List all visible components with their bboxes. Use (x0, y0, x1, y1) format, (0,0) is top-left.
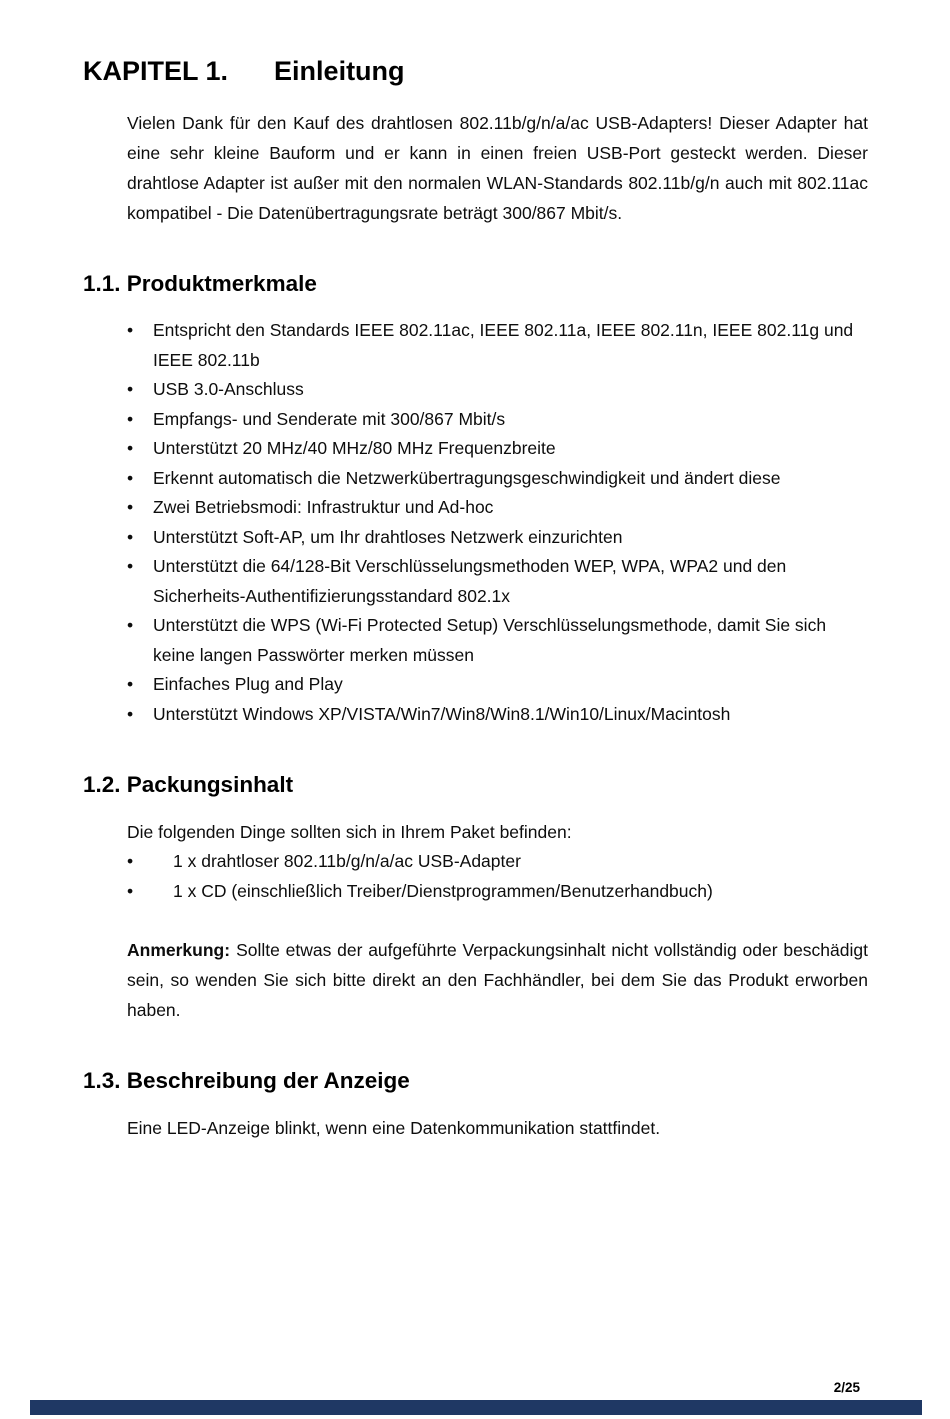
bullet-icon: • (127, 438, 134, 459)
list-item-text: Entspricht den Standards IEEE 802.11ac, IEEE 802.11a, IEEE 802.11n, IEEE 802.11g und IEEE 802.11b (153, 320, 854, 370)
bullet-icon: • (127, 526, 134, 547)
list-item (127, 670, 868, 700)
list-item-text: Unterstützt die 64/128-Bit Verschlüsselungsmethoden WEP, WPA, WPA2 und den Sicherheits-Authentifizierungsstandard 802.1x (153, 556, 787, 606)
section-heading-package: 1.2. Packungsinhalt (83, 772, 294, 798)
bullet-icon: • (127, 467, 134, 488)
list-item (127, 405, 868, 435)
bullet-icon: • (127, 880, 134, 901)
list-item (127, 847, 868, 877)
list-item-text: Empfangs- und Senderate mit 300/867 Mbit/s (153, 408, 506, 429)
list-item-text: Unterstützt Soft-AP, um Ihr drahtloses Netzwerk einzurichten (153, 526, 623, 547)
list-item-text: Unterstützt 20 MHz/40 MHz/80 MHz Frequenzbreite (153, 438, 556, 459)
note-label: Anmerkung: (127, 940, 231, 961)
note-text: Sollte etwas der aufgeführte Verpackungsinhalt nicht vollständig oder beschädigt sein, so wenden Sie sich bitte direkt an den Fachhändler, bei dem Sie das Produkt erworben haben. (127, 940, 868, 1021)
list-item (127, 375, 868, 405)
list-item (127, 464, 868, 494)
package-lead: Die folgenden Dinge sollten sich in Ihrem Paket befinden: (127, 822, 572, 843)
package-list (127, 847, 868, 906)
chapter-kicker: KAPITEL 1. (83, 56, 229, 86)
section-heading-features: 1.1. Produktmerkmale (83, 271, 317, 297)
bullet-icon: • (127, 615, 134, 636)
bullet-icon: • (127, 497, 134, 518)
list-item (127, 523, 868, 553)
list-item (127, 552, 868, 611)
list-item-text: Erkennt automatisch die Netzwerkübertragungsgeschwindigkeit und ändert diese (153, 467, 781, 488)
bullet-icon: • (127, 379, 134, 400)
bullet-icon: • (127, 851, 134, 872)
chapter-intro: Vielen Dank für den Kauf des drahtlosen 802.11b/g/n/a/ac USB-Adapters! Dieser Adapter hat eine sehr kleine Bauform und er kann in einen freien USB-Port gesteckt werden. Dieser drahtlose Adapter ist außer mit den normalen WLAN-Standards 802.11b/g/n auch mit 802.11ac kompatibel - Die Datenübertragungsrate beträgt 300/867 Mbit/s. (127, 113, 868, 224)
list-item-text: Einfaches Plug and Play (153, 674, 343, 695)
package-note (127, 935, 868, 1025)
led-description: Eine LED-Anzeige blinkt, wenn eine Datenkommunikation stattfindet. (127, 1118, 661, 1139)
list-item-text: USB 3.0-Anschluss (153, 379, 304, 400)
features-list (127, 316, 868, 729)
bullet-icon: • (127, 674, 134, 695)
chapter-title (83, 55, 868, 87)
bullet-icon: • (127, 703, 134, 724)
list-item-text: 1 x drahtloser 802.11b/g/n/a/ac USB-Adapter (173, 851, 521, 872)
list-item (127, 316, 868, 375)
list-item (127, 700, 868, 730)
list-item (127, 611, 868, 670)
bullet-icon: • (127, 320, 134, 341)
section-heading-led: 1.3. Beschreibung der Anzeige (83, 1068, 410, 1094)
chapter-title-text: Einleitung (274, 56, 405, 86)
list-item (127, 877, 868, 907)
page-number: 2/25 (833, 1380, 860, 1395)
list-item (127, 434, 868, 464)
footer-accent-bar (30, 1400, 922, 1415)
list-item (127, 493, 868, 523)
list-item-text: Unterstützt die WPS (Wi-Fi Protected Setup) Verschlüsselungsmethode, damit Sie sich keine langen Passwörter merken müssen (153, 615, 827, 665)
bullet-icon: • (127, 408, 134, 429)
bullet-icon: • (127, 556, 134, 577)
list-item-text: 1 x CD (einschließlich Treiber/Dienstprogrammen/Benutzerhandbuch) (173, 880, 713, 901)
list-item-text: Unterstützt Windows XP/VISTA/Win7/Win8/Win8.1/Win10/Linux/Macintosh (153, 703, 731, 724)
list-item-text: Zwei Betriebsmodi: Infrastruktur und Ad-hoc (153, 497, 494, 518)
